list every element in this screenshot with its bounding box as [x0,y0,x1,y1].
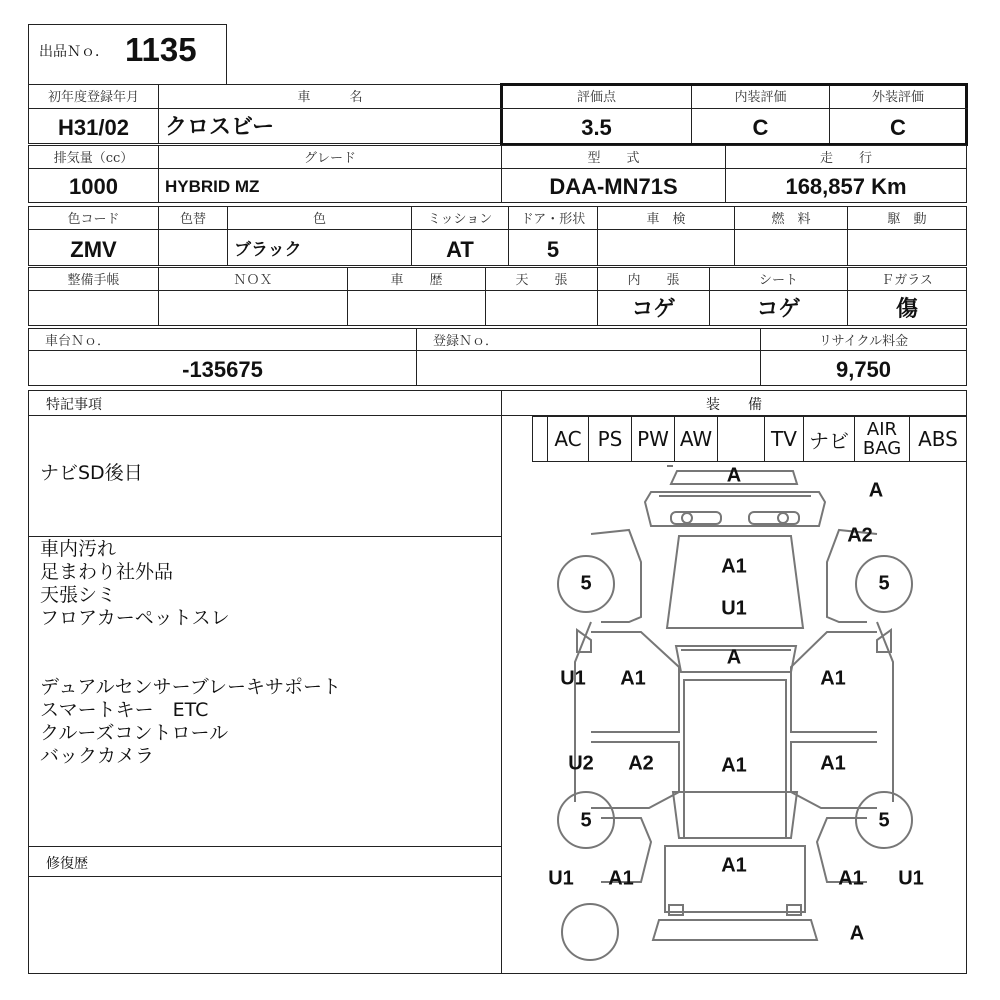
roof-lining-label: 天 張 [515,273,568,288]
damage-bonnet-lower: U1 [721,597,747,620]
damage-left-front-fender-u: U1 [560,667,586,690]
note-line: デュアルセンサーブレーキサポート [40,676,341,698]
recycle-fee-label: リサイクル料金 [818,334,909,349]
door: 5 [546,237,560,262]
grade-cell [158,145,502,203]
chassis-number-label: 車台Ｎｏ． [45,334,111,349]
notes-label: 特記事項 [46,397,102,413]
rear-light [669,905,683,915]
registration-year-label: 初年度登録年月 [47,90,139,105]
history-label: 車 歴 [390,273,443,288]
damage-trunk: A1 [721,854,747,877]
row3-label-divider [28,229,967,230]
front-glass-cell [847,267,967,326]
color-code: ZMV [70,237,117,262]
inner-lining: コゲ [631,296,676,321]
front-badge [682,513,692,523]
inner-lining-label: 内 張 [627,273,680,288]
mission-label: ミッション [427,212,493,227]
seat-label: シート [758,273,798,288]
equipment-abs: ABS [909,416,967,462]
displacement-cell [28,145,159,203]
mission-cell [411,206,509,266]
door-cell [508,206,598,266]
row2-label-divider [28,168,967,169]
registration-number-label: 登録Ｎｏ． [433,334,499,349]
door-label: ドア・形状 [520,212,586,227]
repair-divider [28,846,502,847]
mileage-cell [725,145,967,203]
equipment-tv: TV [764,416,804,462]
car-diagram [501,462,967,972]
damage-right-front-door: A1 [820,667,846,690]
damage-right-rear-tire: 5 [878,809,890,832]
repair-history-label: 修復歴 [46,856,88,872]
rear-light [787,905,801,915]
fuel-label: 燃 料 [771,212,811,227]
exterior-grade-label: 外装評価 [871,90,924,105]
score-label: 評価点 [576,90,616,105]
car-label-divider [28,108,502,109]
model: DAA-MN71S [549,174,678,199]
registration-year-cell [28,84,159,144]
color: ブラック [234,240,302,259]
damage-left-rear-fender-u: U1 [548,867,574,890]
mission: AT [446,237,474,262]
damage-rear-bumper: A [849,922,865,945]
registration-number-cell [416,328,761,386]
notes-main-text [40,538,341,768]
note-line: 天張シミ [40,584,117,606]
front-badge [778,513,788,523]
color-code-label: 色コード [67,212,120,227]
notes-header-divider [28,415,502,416]
displacement: 1000 [69,174,118,199]
lot-number-label: 出品Ｎｏ． [39,44,109,60]
color-code-cell [28,206,159,266]
damage-right-front-tire: 5 [878,572,890,595]
equipment-navi: ナビ [803,416,855,462]
note-line: 車内汚れ [40,538,117,560]
note-line [40,653,341,676]
chassis-number-cell [28,328,417,386]
registration-year: H31/02 [58,115,129,140]
exterior-grade: C [890,115,906,140]
front-light [671,512,721,524]
equipment-blank [532,416,548,462]
note-line: バックカメラ [40,745,155,767]
inner-lining-cell [597,267,710,326]
equipment-airbag [854,416,910,462]
recycle-fee: 9,750 [835,357,892,382]
fuel-cell [734,206,848,266]
interior-grade-label: 内装評価 [734,90,787,105]
note-line [40,630,341,653]
equipment-ps: PS [588,416,632,462]
grade-label: グレード [303,151,356,166]
grade: HYBRID MZ [165,177,260,196]
model-label: 型 式 [587,151,640,166]
score-label-divider [500,108,968,109]
damage-left-rear-fender: A1 [608,867,634,890]
drive-label: 駆 動 [887,212,927,227]
rear-bumper-outline [653,920,817,940]
chassis-number: -135675 [182,357,263,382]
recolor-label: 色替 [179,212,206,227]
recycle-fee-cell [760,328,967,386]
repair-header-divider [28,876,502,877]
damage-left-front-tire: 5 [580,572,592,595]
damage-front-right-corner: A [868,479,884,502]
row4-label-divider [28,290,967,291]
damage-left-rear-door: A2 [628,752,654,775]
note-line: 足まわり社外品 [40,561,174,583]
damage-right-rear-fender-u: U1 [898,867,924,890]
seat-cell [709,267,848,326]
color-cell [227,206,412,266]
front-light [749,512,799,524]
inspection-cell [597,206,735,266]
displacement-label: 排気量（cc） [53,151,134,166]
damage-right-rear-fender: A1 [838,867,864,890]
mileage: 168,857 Km [785,174,907,199]
damage-left-front-door: A1 [620,667,646,690]
damage-left-rear-tire: 5 [580,809,592,832]
rear-glass-outline [673,792,797,838]
equipment-ac: AC [547,416,589,462]
damage-bonnet-right-edge: A2 [847,524,873,547]
seat: コゲ [756,296,801,321]
inspection-label: 車 検 [646,212,686,227]
service-book-cell [28,267,159,326]
interior-grade: C [752,115,769,140]
lot-number-box [28,24,227,85]
equipment-pw: PW [631,416,675,462]
equipment-airbag-label: AIR BAG [862,419,902,459]
history-cell [347,267,486,326]
row5-label-divider [28,350,967,351]
car-name-label: 車 名 [297,90,363,105]
service-book-label: 整備手帳 [67,273,120,288]
equipment-label: 装 備 [706,397,762,413]
mileage-label: 走 行 [819,151,872,166]
damage-front-bumper: A [726,464,742,487]
front-glass-label: Ｆガラス [881,273,933,288]
model-cell [501,145,726,203]
nox-label: ＮＯＸ [233,273,273,288]
equipment-blank [717,416,765,462]
drive-cell [847,206,967,266]
score: 3.5 [581,115,612,140]
note-line: クルーズコントロール [40,722,229,744]
note-line: スマートキー ETC [40,699,209,721]
score-frame [500,83,968,146]
damage-roof: A1 [721,754,747,777]
color-label: 色 [312,212,326,227]
damage-left-rear-u: U2 [568,752,594,775]
note-line: ナビSD後日 [40,462,143,484]
equipment-aw: AW [674,416,718,462]
damage-bonnet: A1 [721,555,747,578]
damage-right-rear-door: A1 [820,752,846,775]
roof-lining-cell [485,267,598,326]
note-line: フロアカーペットスレ [40,607,230,629]
car-name: クロスビー [165,114,275,139]
notes-divider [28,536,502,537]
nox-cell [158,267,348,326]
spare-tire [562,904,618,960]
recolor-cell [158,206,228,266]
front-glass: 傷 [895,296,918,321]
lot-number: 1135 [125,31,197,68]
notes-top-text [40,462,143,485]
damage-front-glass: A [726,646,742,669]
car-name-cell [158,84,502,144]
